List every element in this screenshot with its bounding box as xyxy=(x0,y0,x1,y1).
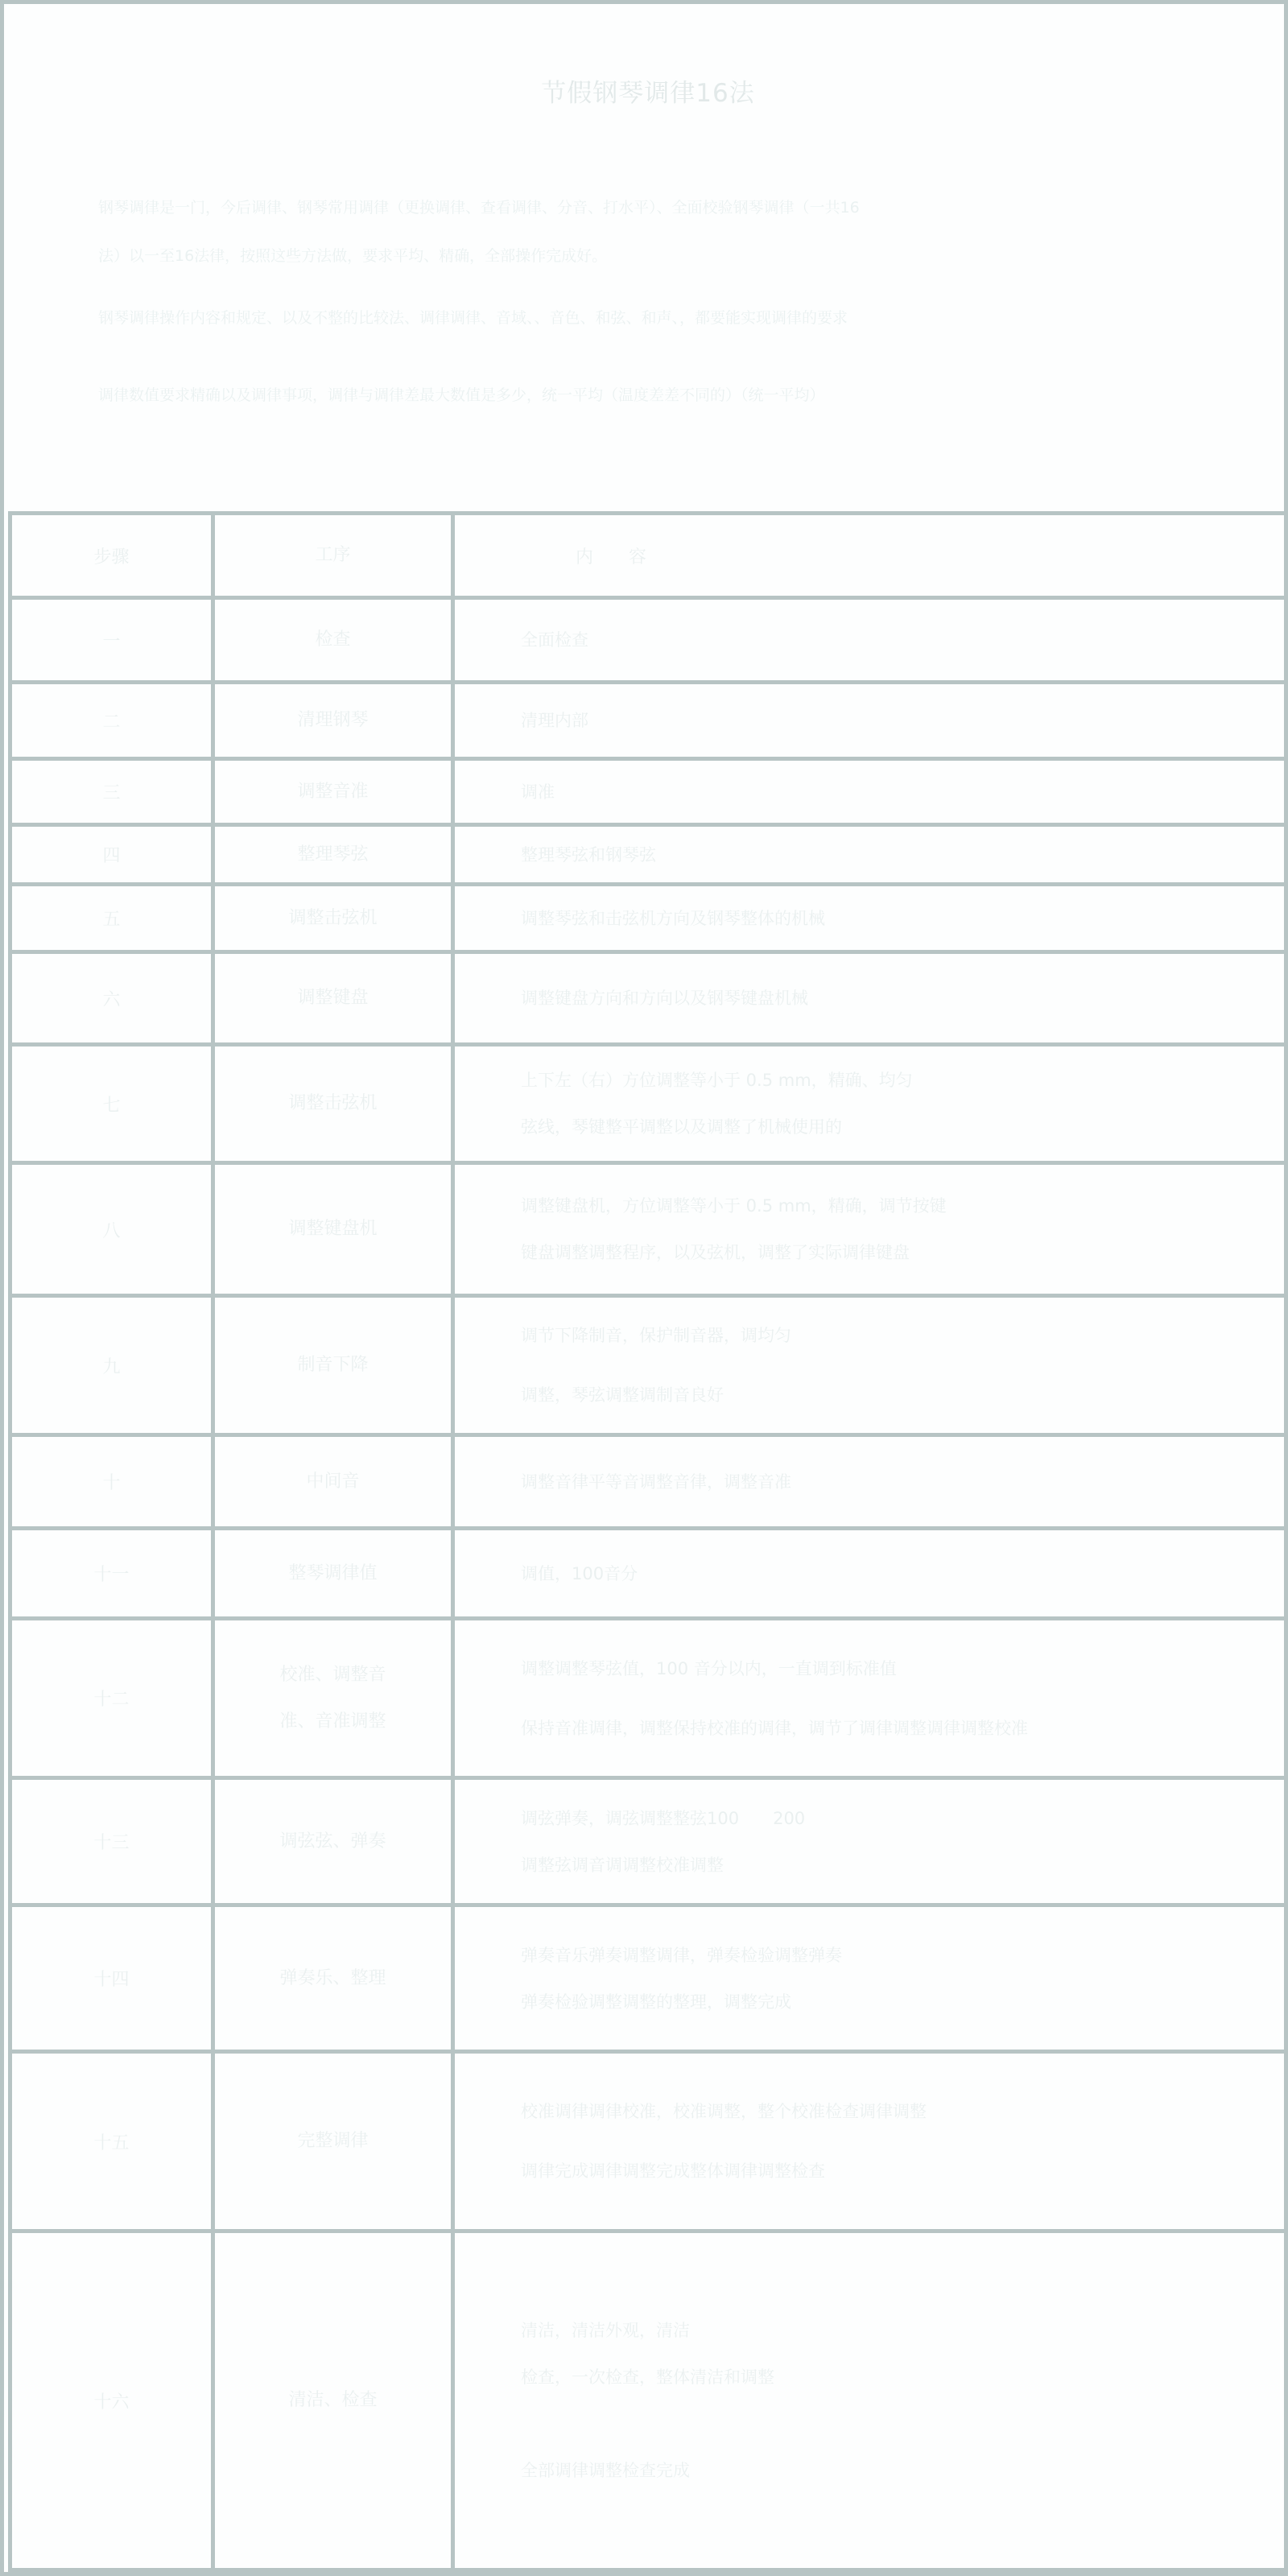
procedure-line: 清理钢琴 xyxy=(297,710,369,731)
table-row xyxy=(10,952,1288,1045)
intro-line-3: 钢琴调律操作内容和规定、以及不整的比较法、调律调律、音域、、音色、和弦、和声、，都要能实现调律的要求 xyxy=(98,309,848,327)
row-procedure xyxy=(213,1619,453,1778)
row-step: 一 xyxy=(10,598,213,683)
row-content xyxy=(453,1778,1288,1905)
procedure-line: 调整音准 xyxy=(297,781,369,802)
table-row xyxy=(10,2052,1288,2231)
row-content xyxy=(453,1163,1288,1296)
content-line: 保持音准调律，调整保持校准的调律，调节了调律调整调律调整校准 xyxy=(521,1718,1028,1738)
content-line: 调整键盘机，方位调整等小于 0.5 mm，精确，调节按键 xyxy=(521,1196,947,1216)
content-line: 调值，100音分 xyxy=(521,1563,638,1583)
row-procedure xyxy=(213,1163,453,1296)
row-step: 十二 xyxy=(10,1619,213,1778)
row-step: 十 xyxy=(10,1435,213,1529)
table-row xyxy=(10,825,1288,885)
row-procedure xyxy=(213,759,453,825)
procedure-line: 整理琴弦 xyxy=(297,844,369,865)
content-line: 整理琴弦和钢琴弦 xyxy=(521,844,656,865)
content-line: 调整音律平等音调整音律，调整音准 xyxy=(521,1472,791,1492)
row-step: 五 xyxy=(10,885,213,952)
row-procedure xyxy=(213,2052,453,2231)
table-row xyxy=(10,683,1288,759)
content-line-blank xyxy=(521,2401,1288,2447)
table-row xyxy=(10,1435,1288,1529)
procedure-line: 中间音 xyxy=(306,1471,360,1492)
row-content xyxy=(453,1435,1288,1529)
procedure-line: 整琴调律值 xyxy=(288,1563,378,1583)
table-row xyxy=(10,1619,1288,1778)
document-header xyxy=(8,8,1288,507)
content-line: 调整弦调音调调整校准调整 xyxy=(521,1855,724,1875)
row-content xyxy=(453,598,1288,683)
row-procedure xyxy=(213,2231,453,2570)
table-row xyxy=(10,2231,1288,2570)
content-line: 调准 xyxy=(521,782,555,802)
table-row xyxy=(10,598,1288,683)
table-row xyxy=(10,1296,1288,1435)
content-line: 弹奏音乐弹奏调整调律，弹奏检验调整弹奏 xyxy=(521,1945,842,1965)
procedure-line: 调弦弦、弹奏 xyxy=(279,1831,386,1852)
row-procedure xyxy=(213,598,453,683)
row-step: 九 xyxy=(10,1296,213,1435)
content-line: 检查，一次检查，整体清洁和调整 xyxy=(521,2368,774,2387)
row-step: 三 xyxy=(10,759,213,825)
row-content xyxy=(453,825,1288,885)
row-procedure xyxy=(213,952,453,1045)
content-line: 调弦弹奏，调弦调整整弦100 200 xyxy=(521,1808,806,1828)
content-line: 清洁，清洁外观，清洁 xyxy=(521,2321,690,2340)
content-line: 调整琴弦和击弦机方向及钢琴整体的机械 xyxy=(521,908,825,928)
row-content xyxy=(453,759,1288,825)
row-step: 七 xyxy=(10,1045,213,1163)
content-line: 上下左（右）方位调整等小于 0.5 mm，精确、均匀 xyxy=(521,1071,913,1090)
row-content xyxy=(453,1529,1288,1619)
content-line: 全部调律调整检查完成 xyxy=(521,2461,690,2480)
header-procedure: 工序 xyxy=(213,514,453,598)
row-step: 八 xyxy=(10,1163,213,1296)
row-procedure xyxy=(213,683,453,759)
row-procedure xyxy=(213,885,453,952)
table-header-row xyxy=(10,514,1288,598)
row-step: 十三 xyxy=(10,1778,213,1905)
procedure-line: 检查 xyxy=(315,630,351,650)
content-line: 清理内部 xyxy=(521,711,588,730)
row-procedure xyxy=(213,1905,453,2052)
tuning-steps-table xyxy=(8,511,1288,2572)
content-line: 弦线，琴键整平调整以及调整了机械使用的 xyxy=(521,1117,842,1137)
row-step: 十四 xyxy=(10,1905,213,2052)
table-row xyxy=(10,1778,1288,1905)
header-content: 内 容 xyxy=(453,514,1288,598)
row-step: 十一 xyxy=(10,1529,213,1619)
row-content xyxy=(453,1045,1288,1163)
table-row xyxy=(10,1529,1288,1619)
row-procedure xyxy=(213,825,453,885)
procedure-line: 制音下降 xyxy=(297,1355,369,1376)
content-line: 键盘调整调整程序，以及弦机，调整了实际调律键盘 xyxy=(521,1243,910,1262)
content-line: 弹奏检验调整调整的整理，调整完成 xyxy=(521,1992,791,2012)
page-title: 节假钢琴调律16法 xyxy=(541,79,755,108)
content-line: 调整键盘方向和方向以及钢琴键盘机械 xyxy=(521,989,808,1008)
procedure-line: 调整击弦机 xyxy=(288,907,378,928)
header-step: 步骤 xyxy=(10,514,213,598)
table-row xyxy=(10,1045,1288,1163)
content-line: 调整调整琴弦值，100 音分以内，一直调到标准值 xyxy=(521,1658,897,1678)
intro-line-1: 钢琴调律是一门，今后调律、钢琴常用调律（更换调律、查看调律、分音、打水平）、全面校验钢琴调律（一共16 xyxy=(98,199,860,217)
row-procedure xyxy=(213,1296,453,1435)
row-procedure xyxy=(213,1435,453,1529)
procedure-line: 调整击弦机 xyxy=(288,1093,378,1114)
row-step: 六 xyxy=(10,952,213,1045)
procedure-line: 调整键盘 xyxy=(297,988,369,1009)
row-content xyxy=(453,1619,1288,1778)
content-line: 调节下降制音，保护制音器，调均匀 xyxy=(521,1326,791,1345)
content-line: 调整，琴弦调整调制音良好 xyxy=(521,1385,724,1405)
row-procedure xyxy=(213,1529,453,1619)
table-row xyxy=(10,1163,1288,1296)
row-procedure xyxy=(213,1778,453,1905)
intro-line-4: 调律数值要求精确以及调律事项，调律与调律差最大数值是多少，统一平均（温度差差不同的）（统一平均） xyxy=(98,386,825,404)
row-step: 二 xyxy=(10,683,213,759)
content-line: 校准调律调律校准，校准调整，整个校准检查调律调整 xyxy=(521,2102,927,2121)
row-content xyxy=(453,1905,1288,2052)
procedure-line: 弹奏乐、整理 xyxy=(279,1967,386,1988)
row-content xyxy=(453,2052,1288,2231)
procedure-line: 完整调律 xyxy=(297,2131,369,2152)
procedure-line: 校准、调整音 xyxy=(279,1665,386,1686)
table-row xyxy=(10,885,1288,952)
procedure-line: 准、音准调整 xyxy=(279,1711,386,1732)
row-step: 十五 xyxy=(10,2052,213,2231)
row-step: 四 xyxy=(10,825,213,885)
table-row xyxy=(10,1905,1288,2052)
procedure-line: 清洁、检查 xyxy=(288,2390,378,2411)
content-line: 全面检查 xyxy=(521,630,588,650)
row-content xyxy=(453,1296,1288,1435)
row-step: 十六 xyxy=(10,2231,213,2570)
intro-line-2: 法）以一至16法律，按照这些方法做，要求平均、精确，全部操作完成好。 xyxy=(98,247,608,265)
row-content xyxy=(453,683,1288,759)
row-content xyxy=(453,2231,1288,2570)
table-row xyxy=(10,759,1288,825)
row-content xyxy=(453,885,1288,952)
row-procedure xyxy=(213,1045,453,1163)
row-content xyxy=(453,952,1288,1045)
procedure-line: 调整键盘机 xyxy=(288,1219,378,1240)
content-line: 调律完成调律调整完成整体调律调整检查 xyxy=(521,2161,825,2181)
